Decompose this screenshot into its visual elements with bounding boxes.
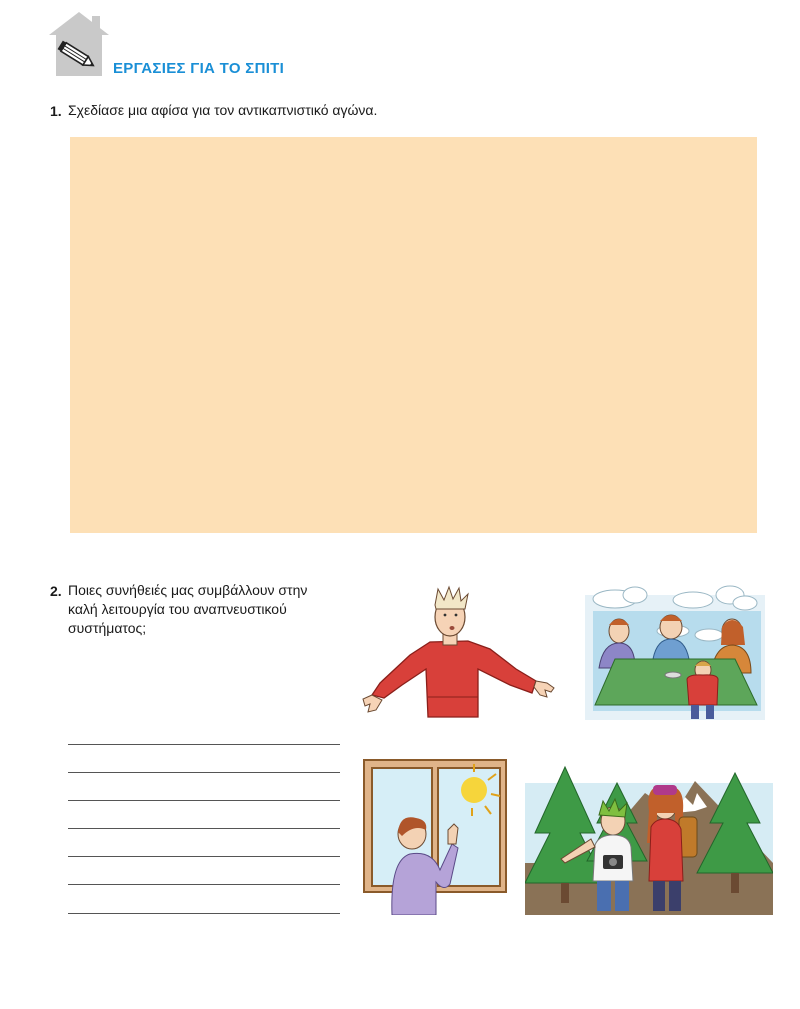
answer-line[interactable] xyxy=(68,913,340,914)
question-2-number: 2. xyxy=(50,583,62,599)
boy-breathing-illustration xyxy=(360,585,560,725)
question-2-line-1: Ποιες συνήθειές μας συμβάλλουν στην xyxy=(68,582,308,598)
poster-drawing-area[interactable] xyxy=(70,137,757,533)
answer-line[interactable] xyxy=(68,856,340,857)
section-title: ΕΡΓΑΣΙΕΣ ΓΙΑ ΤΟ ΣΠΙΤΙ xyxy=(113,60,285,77)
question-2-text xyxy=(68,581,307,638)
answer-line[interactable] xyxy=(68,772,340,773)
question-1-text: Σχεδίασε μια αφίσα για τον αντικαπνιστικό αγώνα. xyxy=(68,102,378,118)
opening-window-illustration xyxy=(362,758,510,915)
answer-line[interactable] xyxy=(68,744,340,745)
question-2-line-3: συστήματος; xyxy=(68,620,147,636)
hikers-forest-illustration xyxy=(525,763,773,915)
question-2-line-2: καλή λειτουργία του αναπνευστικού xyxy=(68,601,287,617)
smoking-table-illustration xyxy=(585,583,765,725)
answer-line[interactable] xyxy=(68,828,340,829)
house-pencil-icon xyxy=(48,11,110,77)
answer-line[interactable] xyxy=(68,800,340,801)
answer-line[interactable] xyxy=(68,884,340,885)
question-1-number: 1. xyxy=(50,103,62,119)
